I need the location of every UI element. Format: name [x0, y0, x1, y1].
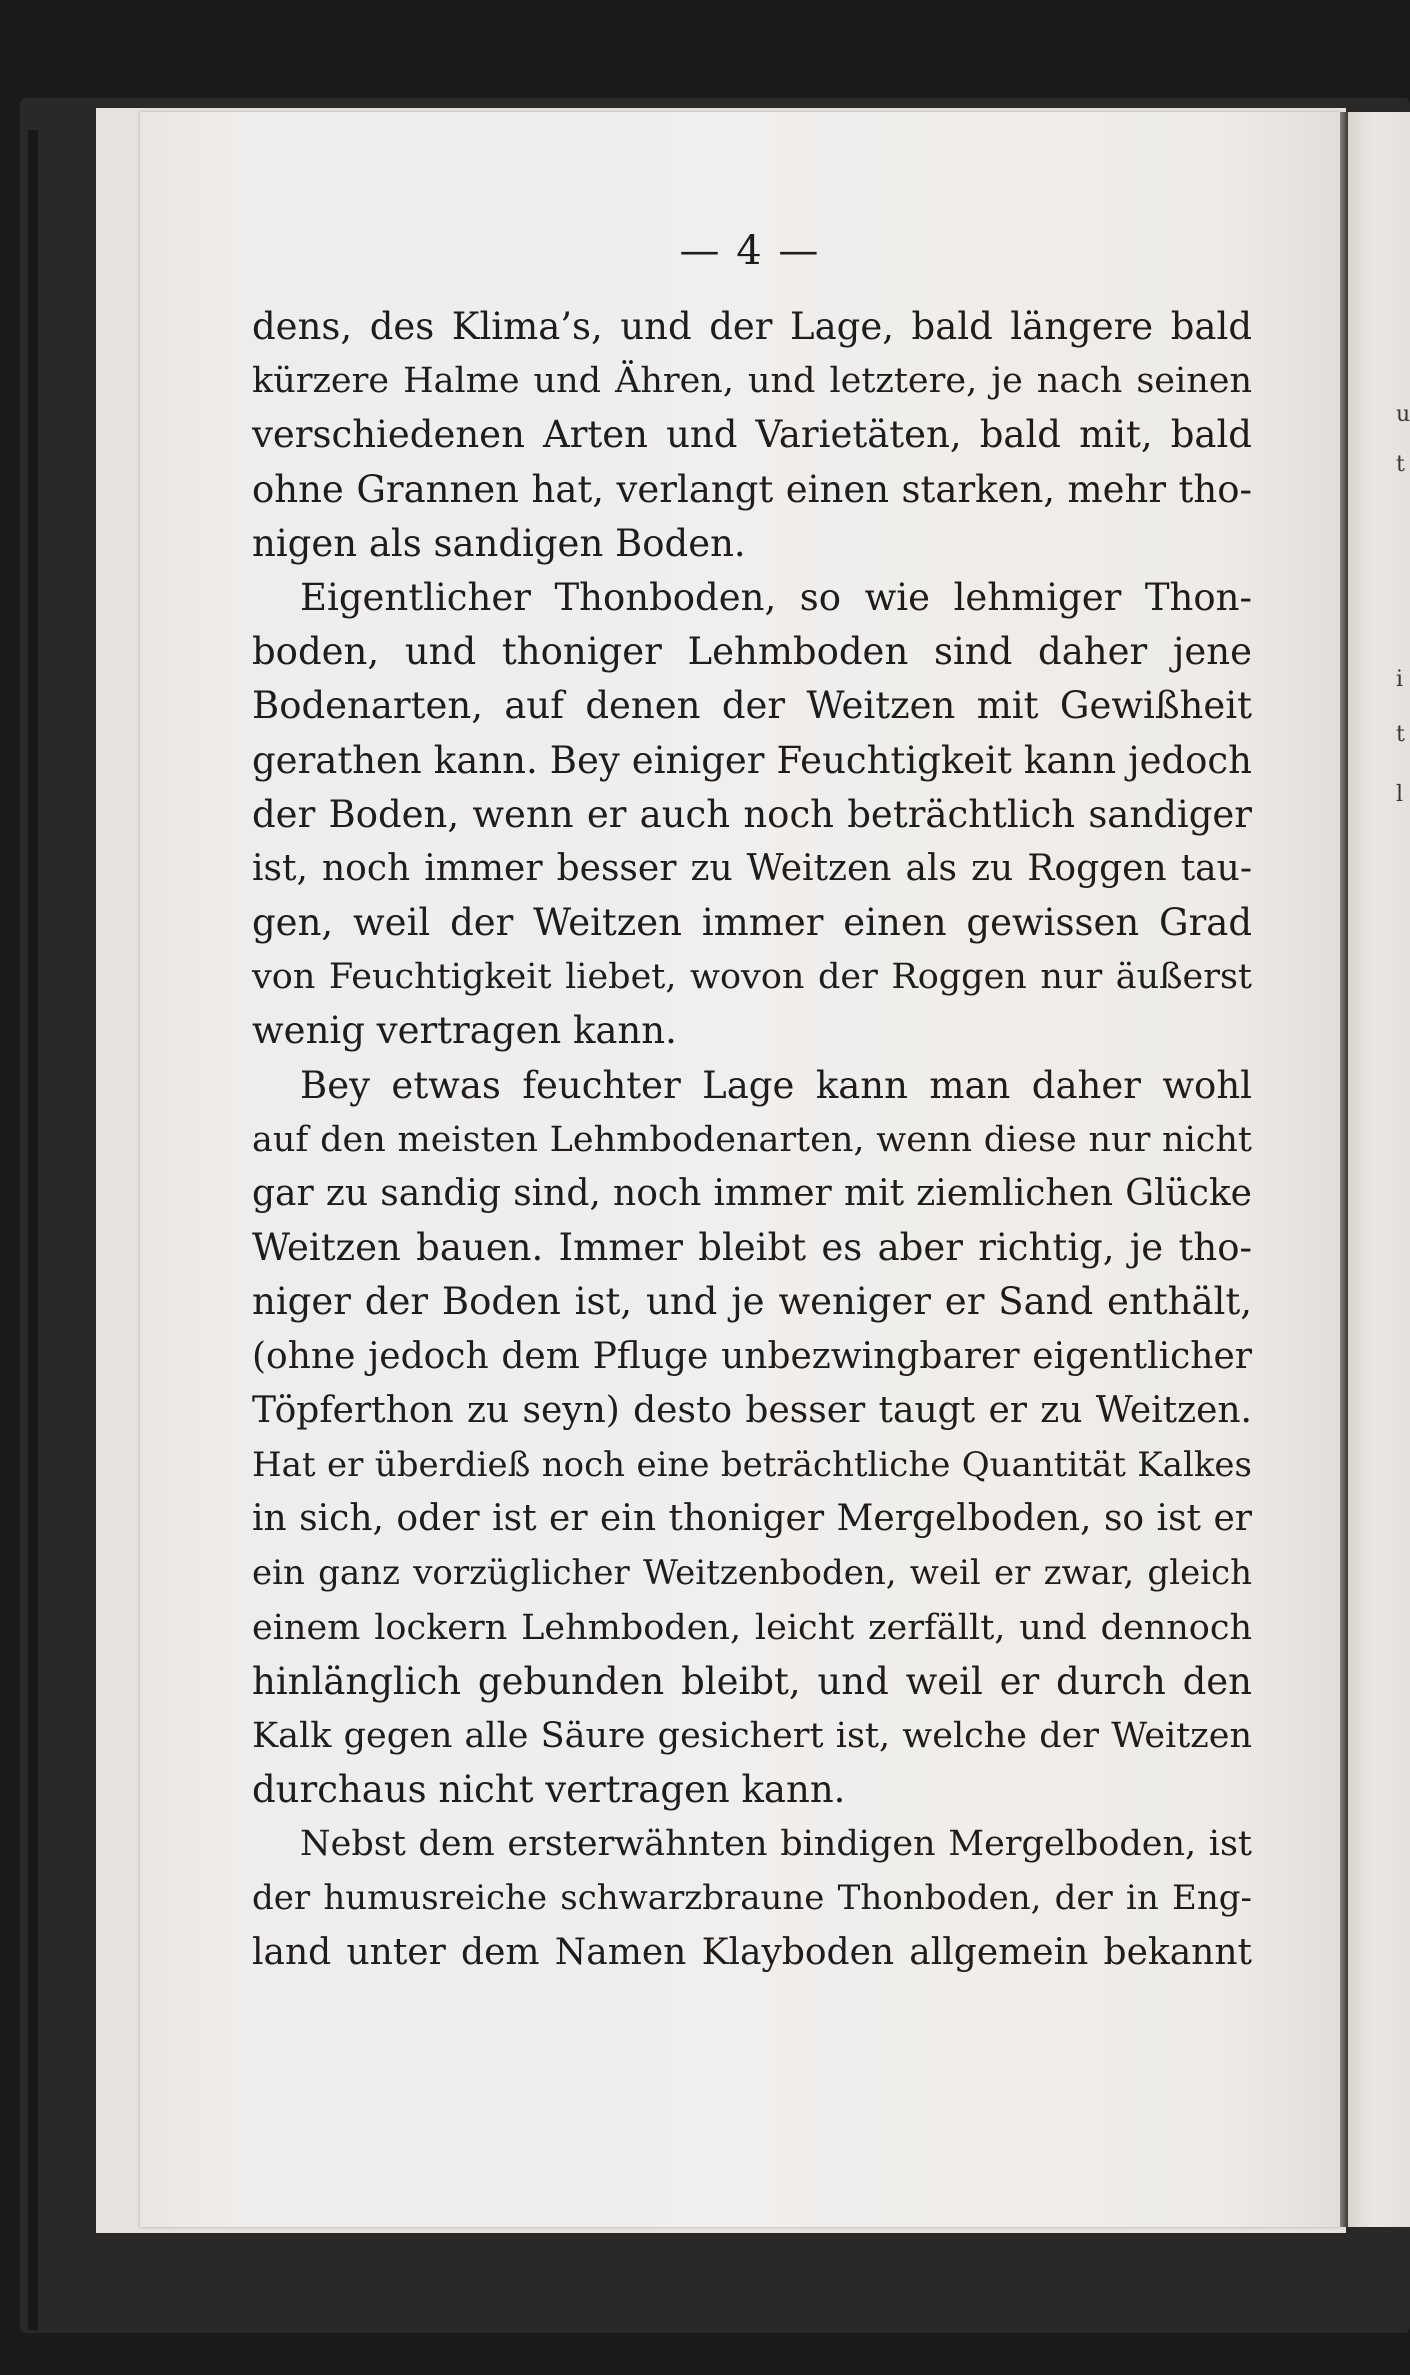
text-line: der Boden, wenn er auch noch beträchtlich sandiger — [252, 792, 1252, 836]
facing-page-fragment: i — [1396, 667, 1404, 692]
text-line: Eigentlicher Thonboden, so wie lehmiger Thon- — [300, 575, 1252, 619]
facing-page-fragment: t — [1396, 722, 1405, 747]
text-line: wenig vertragen kann. — [252, 1009, 677, 1053]
text-line: dens, des Klima’s, und der Lage, bald längere bald — [252, 305, 1252, 348]
text-line: ohne Grannen hat, verlangt einen starken, mehr tho- — [252, 467, 1252, 511]
text-line: Bodenarten, auf denen der Weitzen mit Gewißheit — [252, 684, 1252, 728]
text-line: (ohne jedoch dem Pfluge unbezwingbarer eigentlicher — [252, 1335, 1252, 1377]
text-line: Bey etwas feuchter Lage kann man daher wohl — [300, 1063, 1252, 1107]
text-line: land unter dem Namen Klayboden allgemein bekannt — [252, 1931, 1252, 1973]
text-line: Weitzen bauen. Immer bleibt es aber richtig, je tho- — [252, 1226, 1252, 1270]
text-line: auf den meisten Lehmbodenarten, wenn diese nur nicht — [252, 1119, 1252, 1160]
text-line: ein ganz vorzüglicher Weitzenboden, weil er zwar, gleich — [252, 1553, 1252, 1594]
facing-page-edge — [1348, 112, 1410, 2227]
page-number-header: — 4 — — [679, 228, 821, 274]
text-line: boden, und thoniger Lehmboden sind daher jene — [252, 630, 1252, 674]
text-line: Hat er überdieß noch eine beträchtliche Quantität Kalkes — [252, 1444, 1252, 1485]
text-line: kürzere Halme und Ähren, und letztere, je nach seinen — [252, 361, 1252, 402]
text-line: ist, noch immer besser zu Weitzen als zu Roggen tau- — [252, 847, 1252, 889]
body-text — [252, 300, 1252, 1980]
text-line: verschiedenen Arten und Varietäten, bald mit, bald — [252, 413, 1252, 457]
text-line: hinlänglich gebunden bleibt, und weil er durch den — [252, 1659, 1252, 1703]
text-line: gen, weil der Weitzen immer einen gewissen Grad — [252, 901, 1252, 945]
text-line: Nebst dem ersterwähnten bindigen Mergelboden, ist — [300, 1824, 1252, 1865]
facing-page-fragment: t — [1396, 452, 1405, 477]
text-line: einem lockern Lehmboden, leicht zerfällt, und dennoch — [252, 1607, 1252, 1648]
facing-page-fragment: u — [1396, 402, 1410, 427]
text-line: nigen als sandigen Boden. — [252, 521, 746, 565]
text-line: gar zu sandig sind, noch immer mit ziemlichen Glücke — [252, 1173, 1252, 1214]
page-gutter — [1340, 112, 1348, 2227]
text-line: in sich, oder ist er ein thoniger Mergelboden, so ist er — [252, 1498, 1252, 1540]
text-line: der humusreiche schwarzbraune Thonboden, der in Eng- — [252, 1878, 1252, 1919]
text-line: niger der Boden ist, und je weniger er Sand enthält, — [252, 1280, 1252, 1324]
text-line: Töpferthon zu seyn) desto besser taugt er zu Weitzen. — [252, 1389, 1252, 1431]
text-line: gerathen kann. Bey einiger Feuchtigkeit kann jedoch — [252, 738, 1252, 782]
text-line: von Feuchtigkeit liebet, wovon der Roggen nur äußerst — [252, 957, 1252, 998]
binding-edge — [28, 130, 38, 2330]
text-line: durchaus nicht vertragen kann. — [252, 1768, 846, 1812]
facing-page-fragment: l — [1396, 782, 1404, 807]
text-line: Kalk gegen alle Säure gesichert ist, welche der Weitzen — [252, 1715, 1252, 1756]
